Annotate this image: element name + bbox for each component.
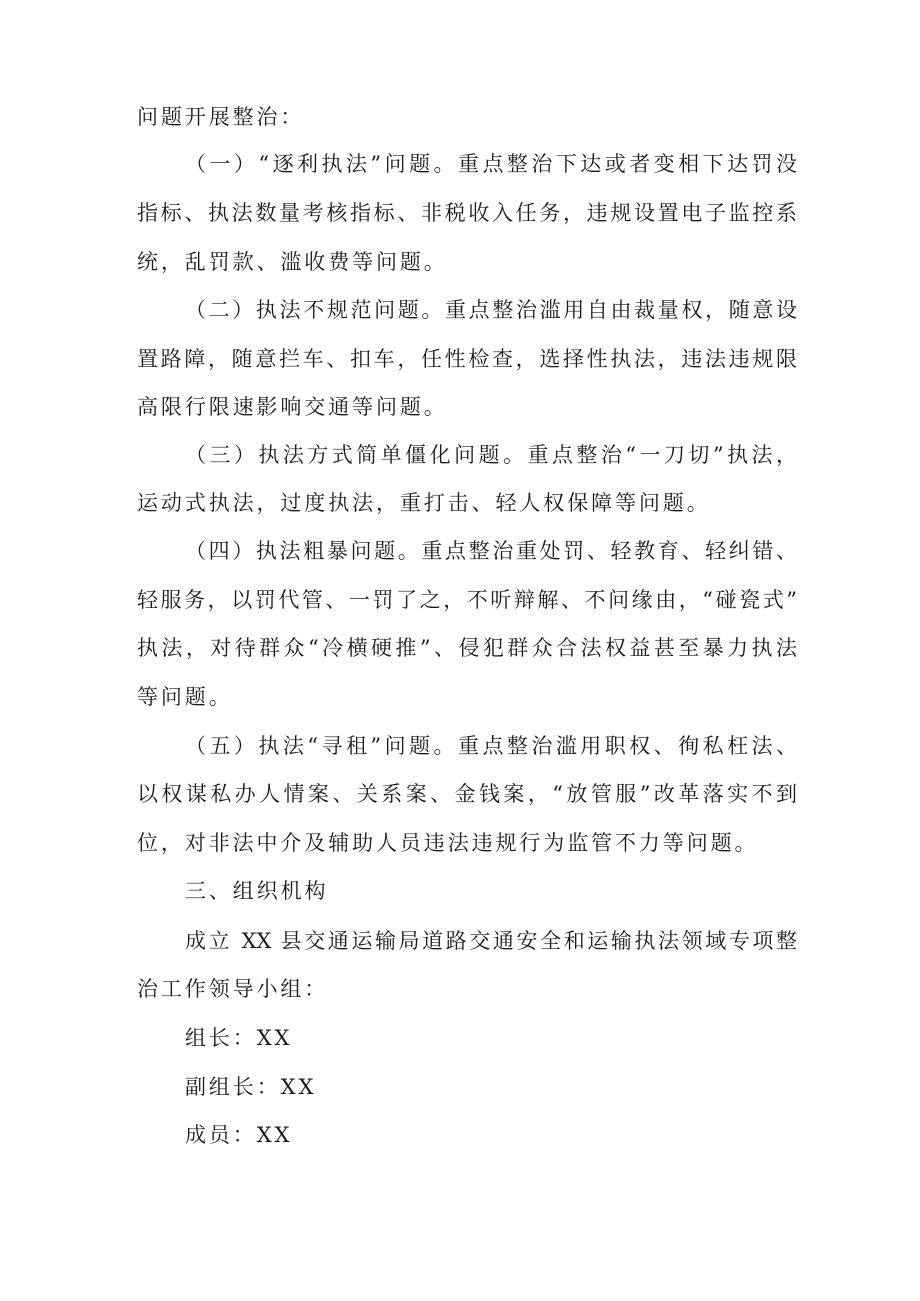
paragraph-line: 问题开展整治： [137, 105, 305, 129]
section-heading: 三、组织机构 [185, 879, 329, 903]
deputy-leader-line: 副组长：XX [185, 1075, 317, 1099]
paragraph-line: 以权谋私办人情案、关系案、金钱案，“放管服”改革落实不到 [137, 782, 797, 806]
paragraph-line: 治工作领导小组： [137, 977, 329, 1001]
paragraph-line: （四）执法粗暴问题。重点整治重处罚、轻教育、轻纠错、 [185, 539, 797, 563]
paragraph-line: 指标、执法数量考核指标、非税收入任务，违规设置电子监控系 [137, 201, 797, 225]
paragraph-line: 执法，对待群众“冷横硬推”、侵犯群众合法权益甚至暴力执法 [137, 636, 797, 660]
paragraph-line: 统，乱罚款、滥收费等问题。 [137, 250, 448, 274]
paragraph-line: （三）执法方式简单僵化问题。重点整治“一刀切”执法， [185, 443, 797, 467]
paragraph-line: 轻服务，以罚代管、一罚了之，不听辩解、不问缘由，“碰瓷式” [137, 588, 797, 612]
paragraph-line: 位，对非法中介及辅助人员违法违规行为监管不力等问题。 [137, 831, 759, 855]
paragraph-line: （二）执法不规范问题。重点整治滥用自由裁量权，随意设 [185, 298, 797, 322]
paragraph-line: 运动式执法，过度执法，重打击、轻人权保障等问题。 [137, 491, 711, 515]
group-leader-line: 组长：XX [185, 1026, 293, 1050]
paragraph-line: 置路障，随意拦车、扣车，任性检查，选择性执法，违法违规限 [137, 347, 797, 371]
members-line: 成员：XX [185, 1123, 293, 1147]
paragraph-line: （一）“逐利执法”问题。重点整治下达或者变相下达罚没 [185, 152, 797, 176]
paragraph-line: 成立 XX 县交通运输局道路交通安全和运输执法领域专项整 [185, 929, 797, 953]
paragraph-line: 等问题。 [137, 685, 233, 709]
paragraph-line: （五）执法“寻租”问题。重点整治滥用职权、徇私枉法、 [185, 734, 797, 758]
paragraph-line: 高限行限速影响交通等问题。 [137, 395, 448, 419]
